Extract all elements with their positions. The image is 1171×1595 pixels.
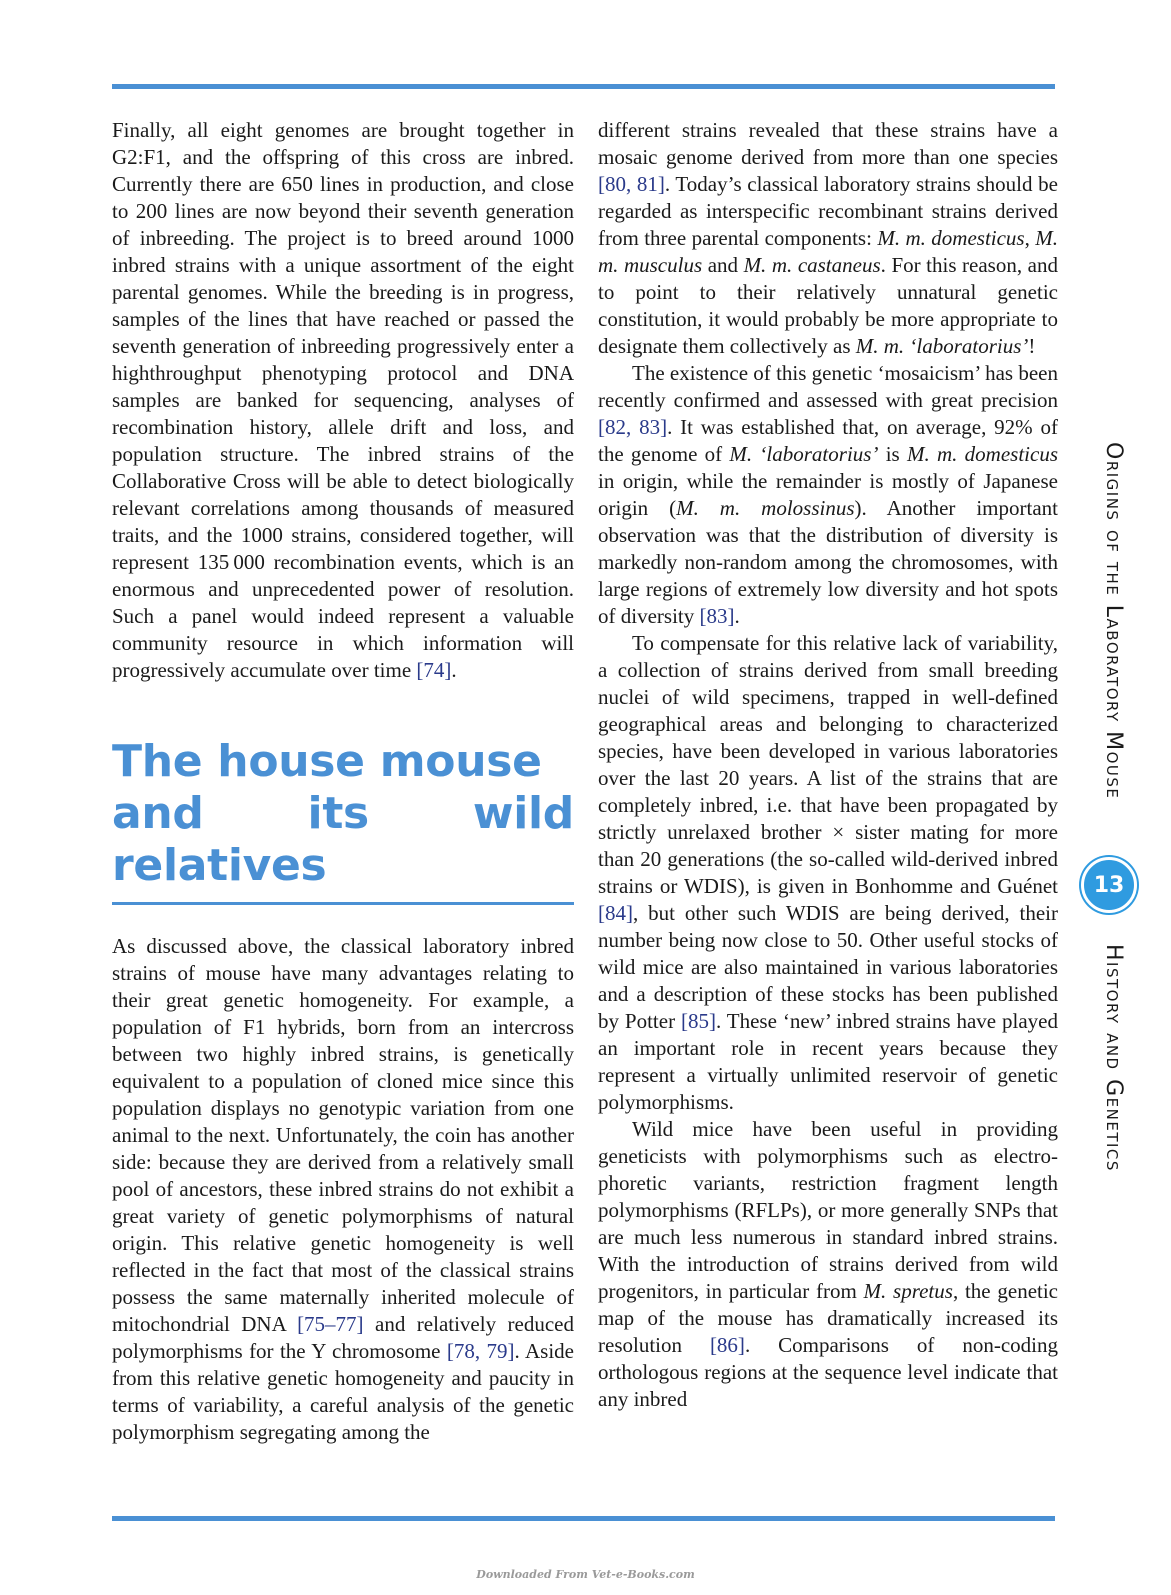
paragraph-text: , <box>1024 226 1036 250</box>
paragraph-text: . Aside from this relative genetic homogeneity and paucity in terms of variability, a careful analysis of the genetic polymorphism segregating among the <box>112 1339 574 1444</box>
part-title: Origins of the Laboratory Mouse <box>1101 442 1126 800</box>
paragraph-text: . <box>451 658 457 682</box>
citation-link[interactable]: [83] <box>699 604 735 628</box>
paragraph-text: , the genetic map of the mouse has dramatically increased its resolution <box>598 1279 1059 1357</box>
heading-line-2: and its wild relatives <box>112 788 574 891</box>
paragraph <box>598 117 1058 360</box>
paragraph-text: and <box>702 253 744 277</box>
bottom-rule <box>112 1516 1055 1521</box>
paragraph <box>598 630 1058 1116</box>
paragraph-text: . It was established that, on average, 92% of the genome of <box>598 415 1058 466</box>
paragraph-text: , but other such WDIS are being derived, their number being now close to 50. Other useful stocks of wild mice are also maintained in various laboratories and a description of these stocks has been published by Potter <box>598 901 1058 1033</box>
paragraph <box>598 1116 1058 1413</box>
running-head-section <box>1100 944 1130 1194</box>
paragraph <box>112 933 574 1446</box>
paragraph-text: different strains revealed that these strains have a mosaic genome derived from more than one species <box>598 118 1058 169</box>
right-column <box>598 117 1058 1413</box>
paragraph-text: . For this reason, and to point to their relatively unnatural genetic constitution, it would probably be more appropriate to designate them collectively as <box>598 253 1058 358</box>
paragraph-text: ). Another important observation was that the distribution of diversity is markedly non-random among the chromosomes, with large regions of extremely low diversity and hot spots of diversity <box>598 496 1058 628</box>
species-name: M. m. molossinus <box>676 496 855 520</box>
paragraph <box>598 360 1058 630</box>
citation-link[interactable]: [84] <box>598 901 633 925</box>
paragraph-text: in origin, while the remainder is mostly of Japanese origin ( <box>598 469 1058 520</box>
top-rule <box>112 84 1055 89</box>
paragraph-text: ! <box>1028 334 1036 358</box>
citation-link[interactable]: [80, 81] <box>598 172 665 196</box>
species-name: M. m. domesticus <box>906 442 1058 466</box>
citation-link[interactable]: [78, 79] <box>446 1339 515 1363</box>
paragraph-text: The existence of this genetic ‘mosaicism’ has been recently confirmed and assessed with great precision <box>598 361 1058 412</box>
section-title: History and Genetics <box>1101 944 1126 1172</box>
species-name: M. ‘laboratorius’ <box>729 442 879 466</box>
section-heading <box>112 736 574 892</box>
paragraph-text: To compensate for this relative lack of variability, a collection of strains derived from small breeding nuclei of wild specimens, trapped in well-defined geographical areas and belonging to characterized species, have been developed in various laboratories over the last 20 years. A list of the strains that are completely inbred, i.e. that have been propagated by strictly unrelaxed brother × sister mating for more than 20 generations (the so-called wild-derived inbred strains or WDIS), is given in Bonhomme and Guénet <box>598 631 1058 898</box>
left-column <box>112 117 574 1446</box>
species-name: M. m. ‘laboratorius’ <box>855 334 1029 358</box>
running-head-part <box>1100 442 1130 862</box>
paragraph-text: . Comparisons of non-coding orthologous regions at the sequence level indicate that any inbred <box>598 1333 1058 1411</box>
species-name: M. m. castaneus <box>743 253 881 277</box>
paragraph-text: . <box>734 604 740 628</box>
species-name: M. m. domesticus <box>877 226 1025 250</box>
species-name: M. spretus <box>863 1279 953 1303</box>
citation-link[interactable]: [74] <box>416 658 452 682</box>
paragraph-text: As discussed above, the classical laboratory inbred strains of mouse have many advantages relating to their great genetic homogeneity. For example, a population of F1 hybrids, born from an intercross between two highly inbred strains, is genetically equivalent to a population of cloned mice since this population displays no genotypic variation from one animal to the next. Unfortunately, the coin has another side: because they are derived from a relatively small pool of ancestors, these inbred strains do not exhibit a great variety of genetic polymorphisms of natural origin. This relative genetic homogeneity is well reflected in the fact that most of the classical strains possess the same maternally inherited molecule of mitochondrial DNA <box>112 934 574 1336</box>
citation-link[interactable]: [75–77] <box>297 1312 364 1336</box>
citation-link[interactable]: [86] <box>709 1333 745 1357</box>
paragraph-text: . Today’s classical laboratory strains should be regarded as interspecific recombinant strains derived from three parental components: <box>598 172 1058 250</box>
paragraph-text: Finally, all eight genomes are brought together in G2:F1, and the offspring of this cross are inbred. Currently there are 650 lines in production, and close to 200 lines are now beyond their seventh generation of inbreeding. The project is to breed around 1000 inbred strains with a unique assortment of the eight parental genomes. While the breeding is in progress, samples of the lines that have reached or passed the seventh generation of inbreeding progressively enter a highthroughput phenotyping protocol and DNA samples are banked for sequencing, analyses of recombination history, allele drift and loss, and population structure. The inbred strains of the Collaborative Cross will be able to detect biologically relevant correlations among thousands of measured traits, and the 1000 strains, considered together, will represent 135 000 recombination events, which is an enormous and unprecedented power of resolution. Such a panel would indeed represent a valuable community resource in which information will progressively accumulate over time <box>112 118 574 682</box>
paragraph-text: is <box>878 442 907 466</box>
download-watermark: Downloaded From Vet-e-Books.com <box>476 1568 695 1581</box>
page-number: 13 <box>1093 872 1125 898</box>
page-number-badge <box>1081 857 1137 913</box>
citation-link[interactable]: [82, 83] <box>598 415 668 439</box>
heading-line-1: The house mouse <box>112 736 542 787</box>
species-name: M. m. musculus <box>598 226 1059 277</box>
paragraph-text: and relatively reduced polymorphisms for the Y chromosome <box>112 1312 574 1363</box>
citation-link[interactable]: [85] <box>681 1009 716 1033</box>
paragraph-text: . These ‘new’ inbred strains have played an important role in recent years because they represent a virtually unlimited reservoir of genetic polymorphisms. <box>598 1009 1058 1114</box>
heading-underline <box>112 902 574 905</box>
paragraph <box>112 117 574 684</box>
paragraph-text: Wild mice have been useful in providing geneticists with polymorphisms such as electrophoretic variants, restriction fragment length polymorphisms (RFLPs), or more generally SNPs that are much less numerous in standard inbred strains. With the introduction of strains derived from wild progenitors, in particular from <box>598 1117 1058 1303</box>
